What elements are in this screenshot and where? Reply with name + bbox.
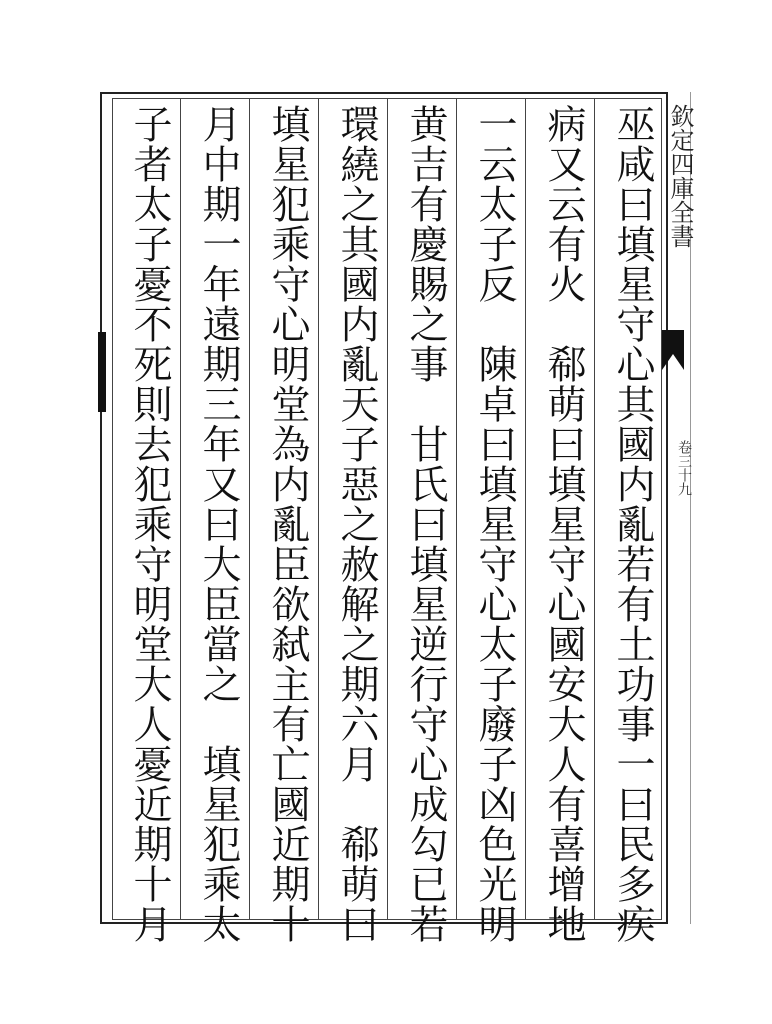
- column-rule: [249, 98, 250, 920]
- ink-blot: [98, 332, 106, 412]
- column-rule: [180, 98, 181, 920]
- column-rule: [318, 98, 319, 920]
- text-column-2: 病又云有火 郗萌曰填星守心國安大人有喜增地: [541, 104, 586, 944]
- book-title: 欽定四庫全書: [666, 104, 694, 248]
- text-column-3: 一云太子反 陳卓曰填星守心太子廢子凶色光明: [472, 104, 517, 944]
- column-rule: [525, 98, 526, 920]
- column-rule: [456, 98, 457, 920]
- text-column-8: 子者太子憂不死則去犯乘守明堂大人憂近期十月: [127, 104, 172, 944]
- text-column-1: 巫咸曰填星守心其國内亂若有土功事一曰民多疾: [610, 104, 655, 944]
- text-column-4: 黄吉有慶賜之事 甘氏曰填星逆行守心成勾已若: [403, 104, 448, 944]
- fishtail-mark-icon: [662, 330, 684, 370]
- column-rule: [387, 98, 388, 920]
- volume-label: 卷三十九: [676, 440, 692, 496]
- text-column-7: 月中期一年遠期三年又曰大臣當之 填星犯乘太: [196, 104, 241, 944]
- column-rule: [594, 98, 595, 920]
- text-column-5: 環繞之其國内亂天子惡之赦解之期六月 郗萌曰: [334, 104, 379, 944]
- text-column-6: 填星犯乘守心明堂為内亂臣欲弑主有亡國近期十: [265, 104, 310, 944]
